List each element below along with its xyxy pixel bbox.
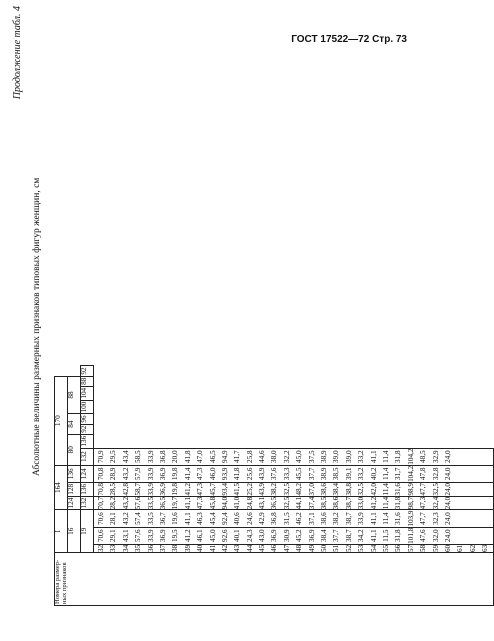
table-cell: 38,6 [320, 512, 329, 525]
table-cell: 31,5 [282, 512, 291, 525]
sign-number: 52 [344, 544, 353, 552]
table-cell: 46,1 [196, 529, 205, 543]
table-cell: 11,5 [381, 529, 390, 542]
sign-numbers-column [94, 544, 494, 552]
table-cell: 29,5 [109, 450, 118, 463]
sign-number: 63 [481, 544, 490, 552]
table-cell: 32,0 [431, 529, 440, 543]
table-cell: 43,1 [121, 529, 130, 543]
values-column-6 [94, 448, 494, 465]
table-cell: 24,3 [245, 529, 254, 543]
table-cell: 57,6 [134, 496, 143, 510]
table-cell: 19,7 [171, 496, 180, 510]
table-cell: 57,6 [134, 529, 143, 543]
table-cell: 41,1 [183, 496, 192, 510]
table-cell: 38,5 [320, 496, 329, 510]
values-column-3 [94, 496, 494, 510]
level2-header: 16 [68, 510, 81, 553]
table-cell: 36,9 [307, 529, 316, 543]
table-cell: 43,9 [258, 483, 267, 496]
table-cell: 24,0 [443, 450, 452, 463]
table-cell: 45,8 [208, 496, 217, 510]
table-cell: 32,5 [282, 483, 291, 496]
values-column-5 [94, 465, 494, 482]
table-cell: 38,6 [320, 483, 329, 496]
table-cell: 19,5 [171, 529, 180, 543]
subgroup-104: 104 [81, 386, 94, 400]
table-cell: 24,0 [443, 467, 452, 481]
table-cell: 38,2 [270, 483, 279, 496]
table-cell: 24,0 [443, 512, 452, 525]
group-128: 128 [68, 482, 81, 496]
table-cell: 37,7 [307, 467, 316, 481]
sign-number: 33 [109, 544, 118, 552]
table-cell: 41,5 [233, 483, 242, 496]
sign-number: 59 [431, 544, 440, 552]
table-cell: 36,8 [270, 512, 279, 525]
table-cell: 29,1 [109, 529, 118, 543]
sign-number: 54 [369, 544, 378, 552]
table-cell: 58,5 [134, 450, 143, 463]
subgroup-136: 136 [81, 482, 94, 496]
table-cell: 70,7 [97, 496, 105, 510]
sign-number: 39 [183, 544, 192, 552]
table-cell: 57,9 [134, 467, 143, 481]
sign-number: 51 [332, 544, 341, 552]
table-cell: 32,8 [431, 467, 440, 481]
sign-number: 34 [121, 544, 130, 552]
table-cell: 43,0 [258, 529, 267, 543]
table-cell: 47,3 [196, 467, 205, 481]
table-cell: 41,2 [369, 496, 378, 510]
subgroup-124: 124 [81, 465, 94, 482]
table-cell: 40,1 [233, 529, 242, 543]
table-cell: 33,0 [357, 496, 366, 510]
table-cell: 38,7 [344, 496, 353, 510]
sign-number-header: Номера размер-ных признаков [55, 553, 494, 606]
table-cell: 37,7 [332, 529, 341, 543]
table-cell: 70,9 [97, 450, 105, 463]
table-cell: 45,4 [208, 512, 217, 525]
group-136: 136 [68, 465, 81, 482]
table-cell: 44,1 [295, 496, 304, 510]
measurement-table [54, 365, 494, 606]
rotated-page-content [12, 6, 490, 606]
table-cell: 41,4 [183, 467, 192, 481]
table-cell: 47,7 [419, 512, 428, 525]
sign-number: 49 [307, 544, 316, 552]
table-cell: 37,4 [307, 496, 316, 510]
table-cell: 19,8 [171, 483, 180, 496]
table-cell: 33,9 [146, 467, 155, 481]
table-cell: 45,2 [295, 529, 304, 543]
table-cell: 43,2 [121, 467, 130, 481]
table-cell: 40,2 [369, 467, 378, 481]
table-cell: 37,5 [307, 450, 316, 463]
table-cell: 70,6 [97, 529, 105, 543]
table-cell: 24,6 [245, 512, 254, 525]
sign-number: 35 [134, 544, 143, 552]
table-cell: 33,9 [146, 450, 155, 463]
table-cell: 31,7 [394, 467, 403, 481]
table-cell: 41,2 [183, 529, 192, 543]
subgroup-92b: 92 [81, 366, 94, 376]
table-cell: 36,8 [158, 450, 167, 463]
group-124: 124 [68, 496, 81, 510]
sign-number: 37 [158, 544, 167, 552]
height-164: 164 [55, 465, 68, 510]
table-cell: 33,3 [282, 467, 291, 481]
table-cell: 11,4 [381, 450, 390, 463]
table-cell: 101,8 [406, 527, 415, 544]
table-cell: 42,0 [369, 483, 378, 496]
sign-number: 53 [357, 544, 366, 552]
table-cell: 47,3 [196, 483, 205, 496]
table-cell: 48,2 [295, 483, 304, 496]
table-cell: 34,2 [357, 529, 366, 543]
table-cell: 92,6 [220, 529, 229, 543]
table-cell: 31,8 [394, 529, 403, 543]
table-cell: 25,8 [245, 450, 254, 463]
group-80: 80 [68, 434, 81, 465]
table-cell: 41,7 [233, 450, 242, 463]
table-cell: 32,5 [431, 483, 440, 496]
sign-number: 44 [245, 544, 254, 552]
table-cell: 28,2 [109, 496, 118, 510]
values-column-1 [94, 527, 494, 544]
table-cell: 11,4 [381, 512, 390, 525]
table-cell: 98,7 [406, 496, 415, 510]
sign-number: 47 [282, 544, 291, 552]
subgroup-100: 100 [81, 400, 94, 414]
table-cell: 47,6 [419, 529, 428, 543]
table-cell: 104,2 [406, 465, 415, 482]
table-cell: 33,5 [146, 512, 155, 525]
table-cell: 36,9 [158, 467, 167, 481]
table-cell: 36,5 [270, 496, 279, 510]
subgroup-132b: 132 [81, 448, 94, 465]
table-cell: 70,8 [97, 467, 105, 481]
sign-number: 55 [381, 544, 390, 552]
table-cell: 41,1 [369, 450, 378, 463]
table-cell: 37,6 [270, 467, 279, 481]
group-88: 88 [68, 376, 81, 414]
table-cell: 43,1 [258, 496, 267, 510]
table-caption: Абсолютные величины размерных признаков типовых фигур женщин, см [32, 177, 42, 476]
table-cell: 38,5 [332, 467, 341, 481]
table-cell: 24,0 [443, 496, 452, 510]
table-cell: 45,0 [208, 529, 217, 543]
table-cell: 42,8 [121, 483, 130, 496]
table-cell: 28,5 [109, 483, 118, 496]
table-cell: 43,2 [121, 512, 130, 525]
table-cell: 47,3 [196, 496, 205, 510]
table-cell: 33,9 [146, 529, 155, 543]
table-cell: 31,8 [394, 450, 403, 463]
table-cell: 43,4 [121, 450, 130, 463]
table-cell: 37,1 [307, 512, 316, 525]
table-cell: 38,0 [270, 450, 279, 463]
table-cell: 39,0 [332, 450, 341, 463]
table-cell: 31,8 [394, 496, 403, 510]
table-cell: 28,9 [109, 467, 118, 481]
table-cell: 33,9 [146, 483, 155, 496]
table-cell: 46,2 [295, 512, 304, 525]
level3-header: 19 [81, 510, 94, 553]
table-cell: 38,6 [332, 496, 341, 510]
table-cell: 36,5 [158, 496, 167, 510]
values-column-4 [94, 482, 494, 496]
table-cell: 32,5 [282, 496, 291, 510]
table-cell: 41,2 [183, 483, 192, 496]
table-cell: 46,3 [196, 512, 205, 525]
table-cell: 104,2 [406, 448, 415, 465]
table-cell: 70,6 [97, 512, 105, 525]
table-cell: 36,7 [158, 512, 167, 525]
table-cell: 32,4 [431, 496, 440, 510]
table-cell: 11,4 [381, 483, 390, 496]
table-cell: 94,0 [220, 496, 229, 510]
table-cell: 38,4 [320, 529, 329, 543]
table-cell: 38,9 [320, 450, 329, 463]
table-cell: 36,9 [270, 529, 279, 543]
page-header: ГОСТ 17522—72 Стр. 73 [291, 34, 407, 45]
table-cell: 36,9 [158, 483, 167, 496]
sign-number: 45 [258, 544, 267, 552]
sign-number: 38 [171, 544, 180, 552]
table-cell: 38,4 [332, 483, 341, 496]
table-cell: 94,9 [220, 450, 229, 463]
table-cell: 33,2 [357, 467, 366, 481]
table-cell: 24,0 [443, 529, 452, 543]
table-cell: 98,9 [406, 483, 415, 496]
continuation-label: Продолжение табл. 4 [12, 6, 23, 100]
table-cell: 45,0 [295, 450, 304, 463]
level1-header: I [55, 510, 68, 553]
sign-number: 36 [146, 544, 155, 552]
table-cell: 39,1 [344, 467, 353, 481]
sign-number: 58 [419, 544, 428, 552]
table-cell: 25,6 [245, 467, 254, 481]
table-cell: 32,9 [431, 450, 440, 463]
table-cell: 32,3 [431, 512, 440, 525]
sign-number: 48 [295, 544, 304, 552]
table-cell: 47,8 [419, 467, 428, 481]
table-cell: 38,7 [344, 529, 353, 543]
sign-number: 60 [443, 544, 452, 552]
table-cell: 46,0 [208, 467, 217, 481]
table-cell: 24,0 [443, 483, 452, 496]
sign-number: 32 [97, 544, 105, 552]
table-cell: 41,1 [369, 512, 378, 525]
sign-number: 50 [320, 544, 329, 552]
table-cell: 11,4 [381, 467, 390, 480]
table-cell: 92,4 [220, 512, 229, 525]
table-cell: 20,0 [171, 450, 180, 463]
table-cell: 43,2 [121, 496, 130, 510]
table-cell: 58,7 [134, 483, 143, 496]
table-cell: 39,0 [344, 450, 353, 463]
table-cell: 103,9 [406, 510, 415, 527]
table-cell: 46,5 [208, 450, 217, 463]
table-cell: 33,9 [357, 512, 366, 525]
table-cell: 19,6 [171, 512, 180, 525]
table-cell: 41,1 [183, 512, 192, 525]
table-cell: 93,9 [220, 467, 229, 481]
table-cell: 47,0 [196, 450, 205, 463]
table-cell: 31,6 [394, 512, 403, 525]
sign-number: 61 [456, 544, 465, 552]
table-cell: 45,7 [208, 483, 217, 496]
table-cell: 38,8 [344, 483, 353, 496]
group-84: 84 [68, 414, 81, 434]
table-cell: 41,0 [233, 496, 242, 510]
subgroup-92: 92 [81, 424, 94, 434]
table-cell: 45,5 [295, 467, 304, 481]
subgroup-96: 96 [81, 414, 94, 424]
table-cell: 41,1 [369, 529, 378, 543]
sign-number: 46 [270, 544, 279, 552]
table-cell: 19,8 [171, 467, 180, 481]
table-cell: 44,6 [258, 450, 267, 463]
subgroup-132: 132 [81, 496, 94, 510]
table-cell: 47,7 [419, 483, 428, 496]
table-cell: 43,9 [258, 467, 267, 481]
sign-number: 57 [406, 544, 415, 552]
table-cell: 32,5 [357, 483, 366, 496]
table-cell: 41,8 [233, 467, 242, 481]
table-cell: 48,5 [419, 450, 428, 463]
sign-number: 41 [208, 544, 217, 552]
table-cell: 33,2 [357, 450, 366, 463]
sign-number: 62 [468, 544, 477, 552]
table-cell: 31,6 [394, 483, 403, 496]
sign-number: 56 [394, 544, 403, 552]
table-cell: 25,2 [245, 483, 254, 496]
values-column-2 [94, 510, 494, 527]
table-cell: 93,4 [220, 483, 229, 496]
sign-number: 42 [220, 544, 229, 552]
table-cell: 11,4 [381, 496, 390, 510]
table-cell: 36,9 [158, 529, 167, 543]
table-cell: 40,6 [233, 512, 242, 525]
table-cell: 32,2 [282, 450, 291, 463]
table-cell: 57,4 [134, 512, 143, 525]
table-cell: 37,0 [307, 483, 316, 496]
table-cell: 30,9 [282, 529, 291, 543]
sign-number: 43 [233, 544, 242, 552]
subgroup-88: 88 [81, 376, 94, 386]
table-cell: 38,2 [332, 512, 341, 525]
subgroup-136b: 136 [81, 434, 94, 448]
sign-number: 40 [196, 544, 205, 552]
table-cell: 41,8 [183, 450, 192, 463]
table-cell: 47,3 [419, 496, 428, 510]
table-cell: 28,1 [109, 512, 118, 525]
table-cell: 33,5 [146, 496, 155, 510]
table-cell: 38,7 [344, 512, 353, 525]
height-170: 170 [55, 376, 68, 465]
table-cell: 38,9 [320, 467, 329, 481]
table-cell: 24,8 [245, 496, 254, 510]
table-cell: 42,9 [258, 512, 267, 525]
table-cell: 70,8 [97, 483, 105, 496]
